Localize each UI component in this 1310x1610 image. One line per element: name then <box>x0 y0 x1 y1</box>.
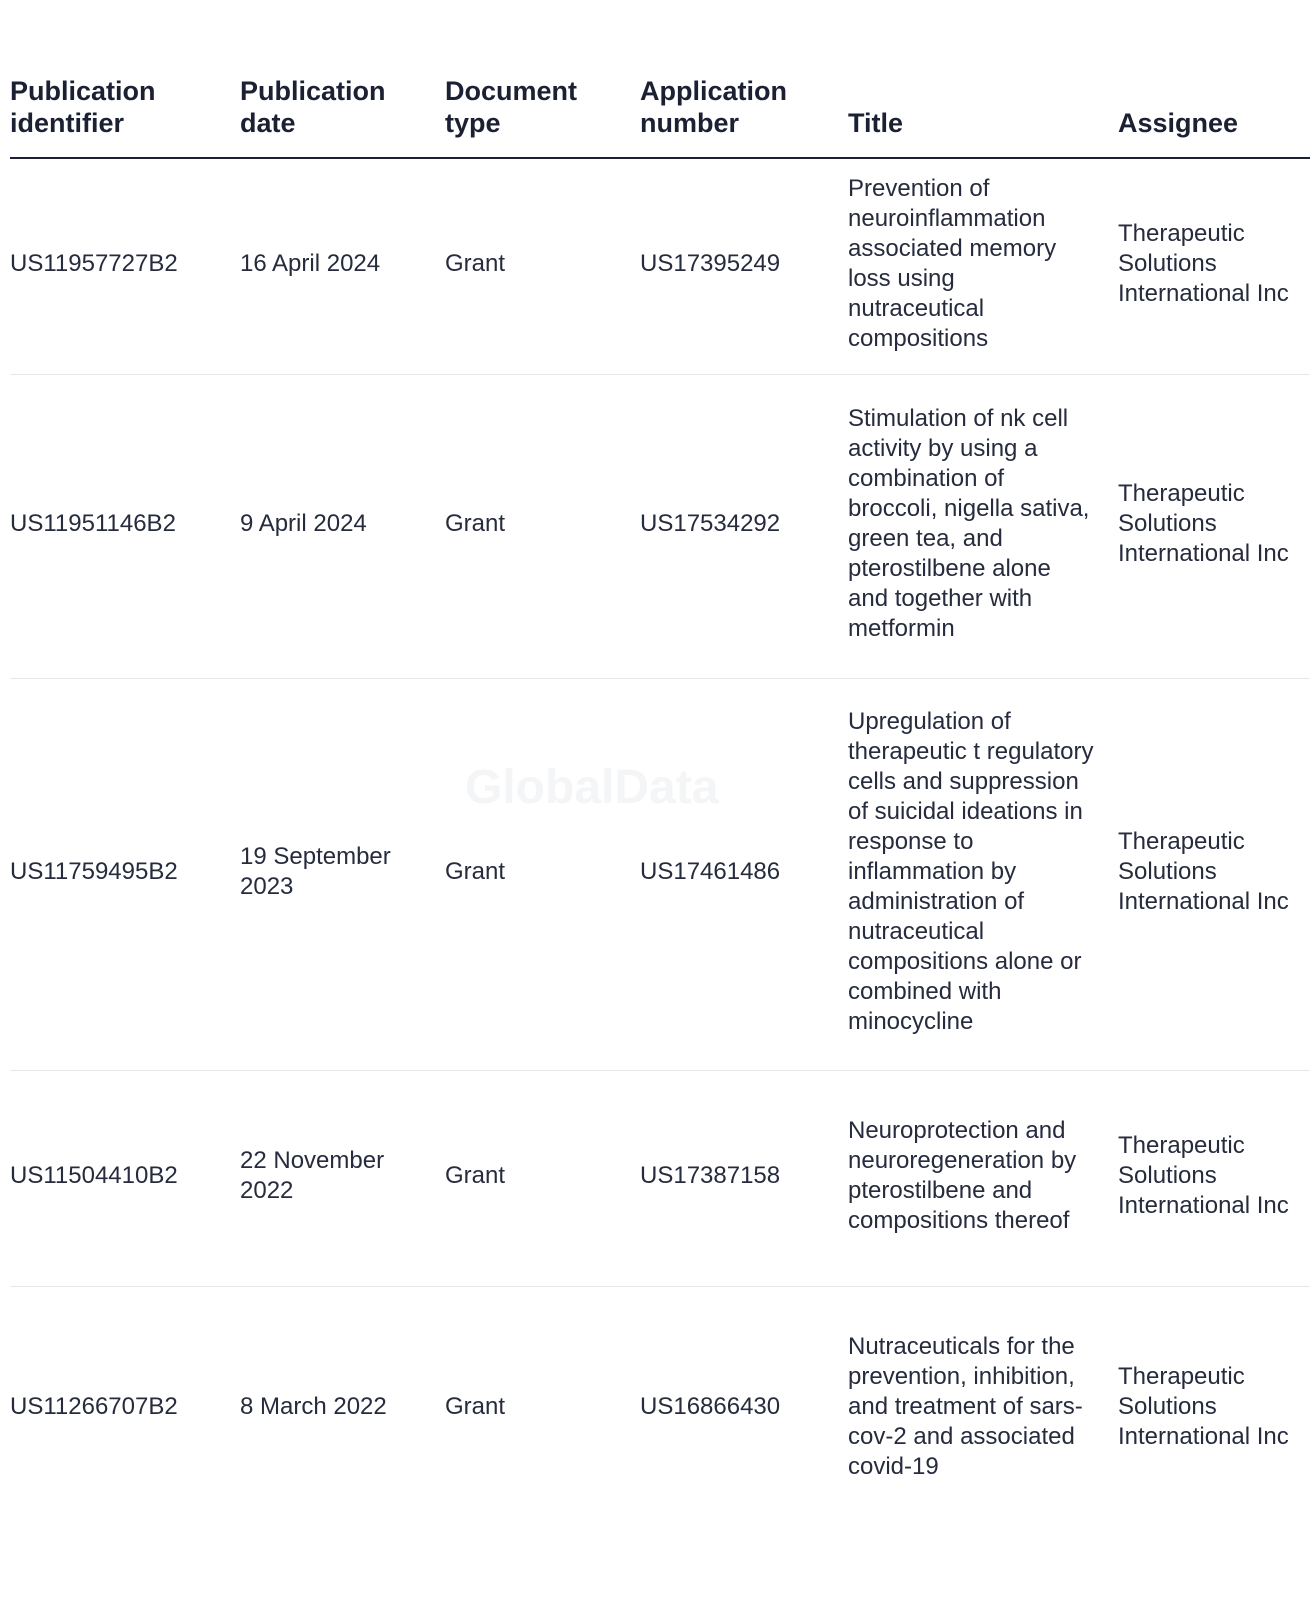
cell-publication-date: 9 April 2024 <box>240 374 445 678</box>
cell-publication-identifier: US11266707B2 <box>10 1393 178 1421</box>
cell-publication-identifier: US11504410B2 <box>10 1070 240 1286</box>
table-header <box>10 0 1310 158</box>
header-title: Title <box>848 0 1118 158</box>
cell-assignee: Therapeutic Solutions International Inc <box>1118 158 1310 374</box>
table-row <box>10 678 1310 1070</box>
table-row <box>10 1070 1310 1286</box>
header-publication-identifier: Publication identifier <box>10 0 240 158</box>
cell-application-number: US17387158 <box>640 1070 848 1286</box>
cell-application-number: US17395249 <box>640 158 848 374</box>
cell-document-type: Grant <box>445 678 640 1070</box>
cell-assignee: Therapeutic Solutions International Inc <box>1118 678 1310 1070</box>
table-row <box>10 158 1310 374</box>
cell-application-number: US16866430 <box>640 1393 781 1421</box>
table-row <box>10 1286 1310 1532</box>
watermark-text: GlobalData <box>465 761 719 814</box>
cell-publication-date: 8 March 2022 <box>240 1393 387 1421</box>
cell-assignee: Therapeutic Solutions International Inc <box>1118 374 1310 678</box>
cell-document-type: Grant <box>445 1070 640 1286</box>
cell-document-type: Grant <box>445 1393 506 1421</box>
cell-application-number: US17534292 <box>640 374 848 678</box>
cell-assignee: Therapeutic Solutions International Inc <box>1118 1070 1310 1286</box>
cell-title: Stimulation of nk cell activity by using a combination of broccoli, nigella sativa, green tea, and pterostilbene alone and together with metformin <box>848 374 1118 678</box>
cell-publication-identifier: US11957727B2 <box>10 158 240 374</box>
cell-assignee: Therapeutic Solutions International Inc <box>1118 1363 1289 1451</box>
cell-document-type: Grant <box>445 374 640 678</box>
header-publication-date: Publication date <box>240 0 445 158</box>
cell-title: Prevention of neuroinflammation associated memory loss using nutraceutical compositions <box>848 158 1118 374</box>
header-document-type: Document type <box>445 0 640 158</box>
patent-table-viewport[interactable] <box>10 0 1289 1610</box>
header-assignee: Assignee <box>1118 0 1310 158</box>
cell-title: Upregulation of therapeutic t regulatory cells and suppression of suicidal ideations in response to inflammation by administration of nutraceutical compositions alone or combined with minocycline <box>848 678 1118 1070</box>
cell-publication-date: 19 September 2023 <box>240 678 445 1070</box>
table-body <box>10 158 1310 1532</box>
cell-publication-identifier: US11951146B2 <box>10 374 240 678</box>
patent-table <box>10 0 1310 1532</box>
cell-document-type: Grant <box>445 158 640 374</box>
cell-publication-identifier: US11759495B2 <box>10 678 240 1070</box>
table-row <box>10 374 1310 678</box>
header-application-number: Application number <box>640 0 848 158</box>
header-row <box>10 0 1310 158</box>
cell-publication-date: 22 November 2022 <box>240 1070 445 1286</box>
cell-publication-date: 16 April 2024 <box>240 158 445 374</box>
cell-title: Neuroprotection and neuroregeneration by pterostilbene and compositions thereof <box>848 1070 1118 1286</box>
cell-application-number: US17461486 <box>640 678 848 1070</box>
cell-title: Nutraceuticals for the prevention, inhibition, and treatment of sars-cov-2 and associated covid-19 <box>848 1333 1083 1481</box>
